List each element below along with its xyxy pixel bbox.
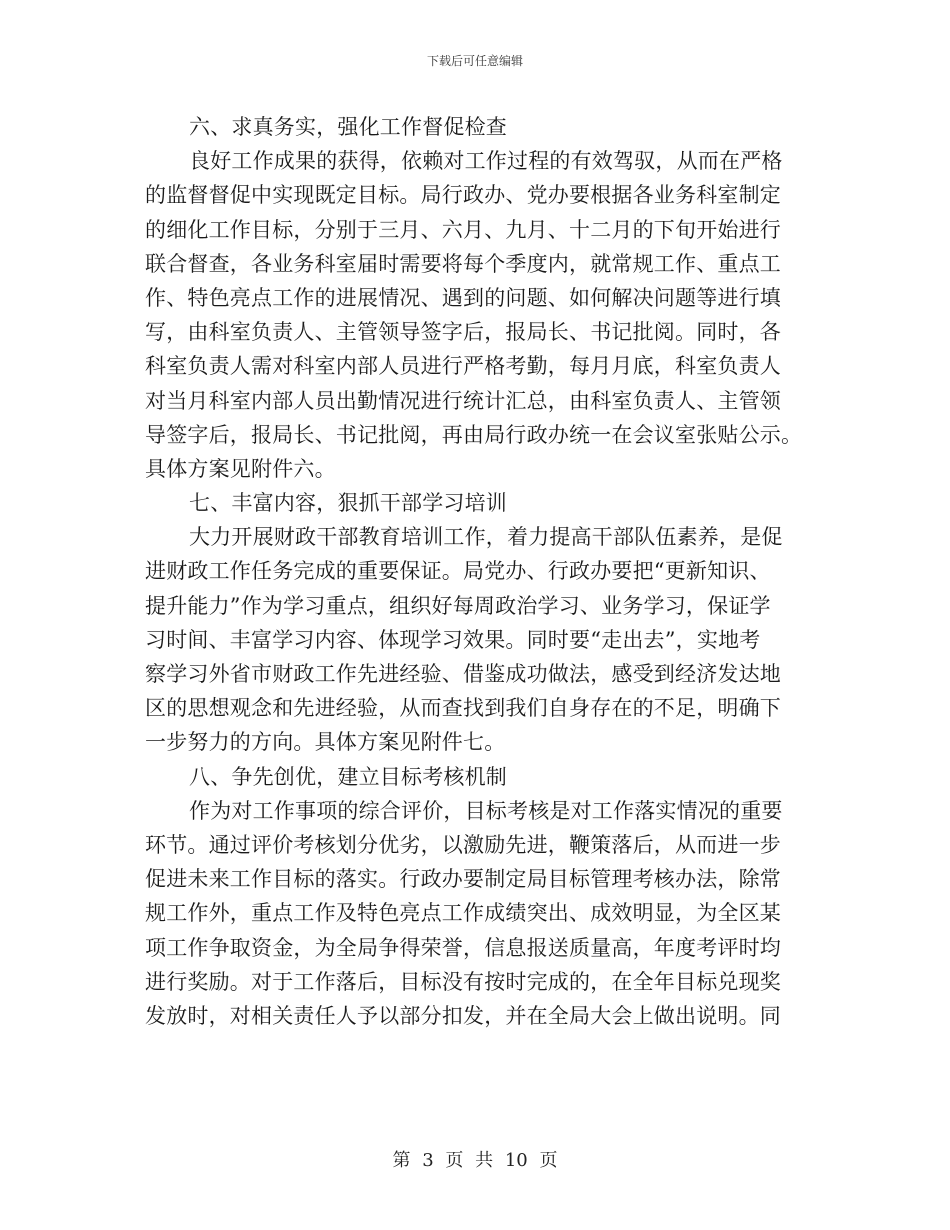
paragraph-line: 对当月科室内部人员出勤情况进行统计汇总，由科室负责人、主管领: [145, 388, 781, 413]
paragraph-line: 导签字后，报局长、书记批阅，再由局行政办统一在会议室张贴公示。: [145, 422, 803, 447]
paragraph-first-line: 作为对工作事项的综合评价，目标考核是对工作落实情况的重要: [189, 798, 783, 823]
paragraph-line: 习时间、丰富学习内容、体现学习效果。同时要“走出去”，实地考: [145, 627, 761, 652]
paragraph-line: 联合督查，各业务科室届时需要将每个季度内，就常规工作、重点工: [145, 251, 781, 276]
paragraph-line: 提升能力”作为学习重点，组织好每周政治学习、业务学习，保证学: [145, 593, 771, 618]
paragraph-first-line: 良好工作成果的获得，依赖对工作过程的有效驾驭，从而在严格: [189, 149, 783, 174]
document-body: [145, 110, 805, 1033]
paragraph-first-line: 大力开展财政干部教育培训工作，着力提高干部队伍素养，是促: [189, 525, 783, 550]
paragraph-line: 具体方案见附件六。: [145, 456, 336, 481]
paragraph-line: 发放时，对相关责任人予以部分扣发，并在全局大会上做出说明。同: [145, 1003, 781, 1028]
paragraph-line: 察学习外省市财政工作先进经验、借鉴成功做法，感受到经济发达地: [145, 662, 781, 686]
paragraph-line: 促进未来工作目标的落实。行政办要制定局目标管理考核办法，除常: [145, 867, 781, 892]
paragraph-line: 区的思想观念和先进经验，从而查找到我们自身存在的不足，明确下: [145, 696, 781, 721]
paragraph-line: 一步努力的方向。具体方案见附件七。: [145, 730, 506, 755]
paragraph-first-line: 六、求真务实，强化工作督促检查: [189, 115, 507, 139]
paragraph-line: 的监督督促中实现既定目标。局行政办、党办要根据各业务科室制定: [145, 183, 781, 208]
paragraph-first-line: 七、丰富内容，狠抓干部学习培训: [189, 491, 507, 516]
paragraph-line: 环节。通过评价考核划分优劣，以激励先进，鞭策落后，从而进一步: [145, 832, 781, 857]
paragraph-line: 的细化工作目标，分别于三月、六月、九月、十二月的下旬开始进行: [145, 217, 781, 242]
paragraph-line: 进行奖励。对于工作落后，目标没有按时完成的，在全年目标兑现奖: [145, 969, 781, 994]
paragraph-line: 进财政工作任务完成的重要保证。局党办、行政办要把“更新知识、: [145, 559, 771, 584]
paragraph-line: 规工作外，重点工作及特色亮点工作成绩突出、成效明显，为全区某: [145, 901, 781, 926]
paragraph-line: 作、特色亮点工作的进展情况、遇到的问题、如何解决问题等进行填: [145, 285, 781, 310]
paragraph-line: 写，由科室负责人、主管领导签字后，报局长、书记批阅。同时，各: [145, 320, 781, 345]
paragraph-line: 科室负责人需对科室内部人员进行严格考勤，每月月底，科室负责人: [145, 354, 781, 379]
paragraph-first-line: 八、争先创优，建立目标考核机制: [189, 764, 507, 789]
header-note: 下载后可任意编辑: [426, 54, 523, 68]
page-number: 第 3 页 共 10 页: [392, 1150, 558, 1171]
paragraph-line: 项工作争取资金，为全局争得荣誉，信息报送质量高，年度考评时均: [145, 935, 781, 960]
